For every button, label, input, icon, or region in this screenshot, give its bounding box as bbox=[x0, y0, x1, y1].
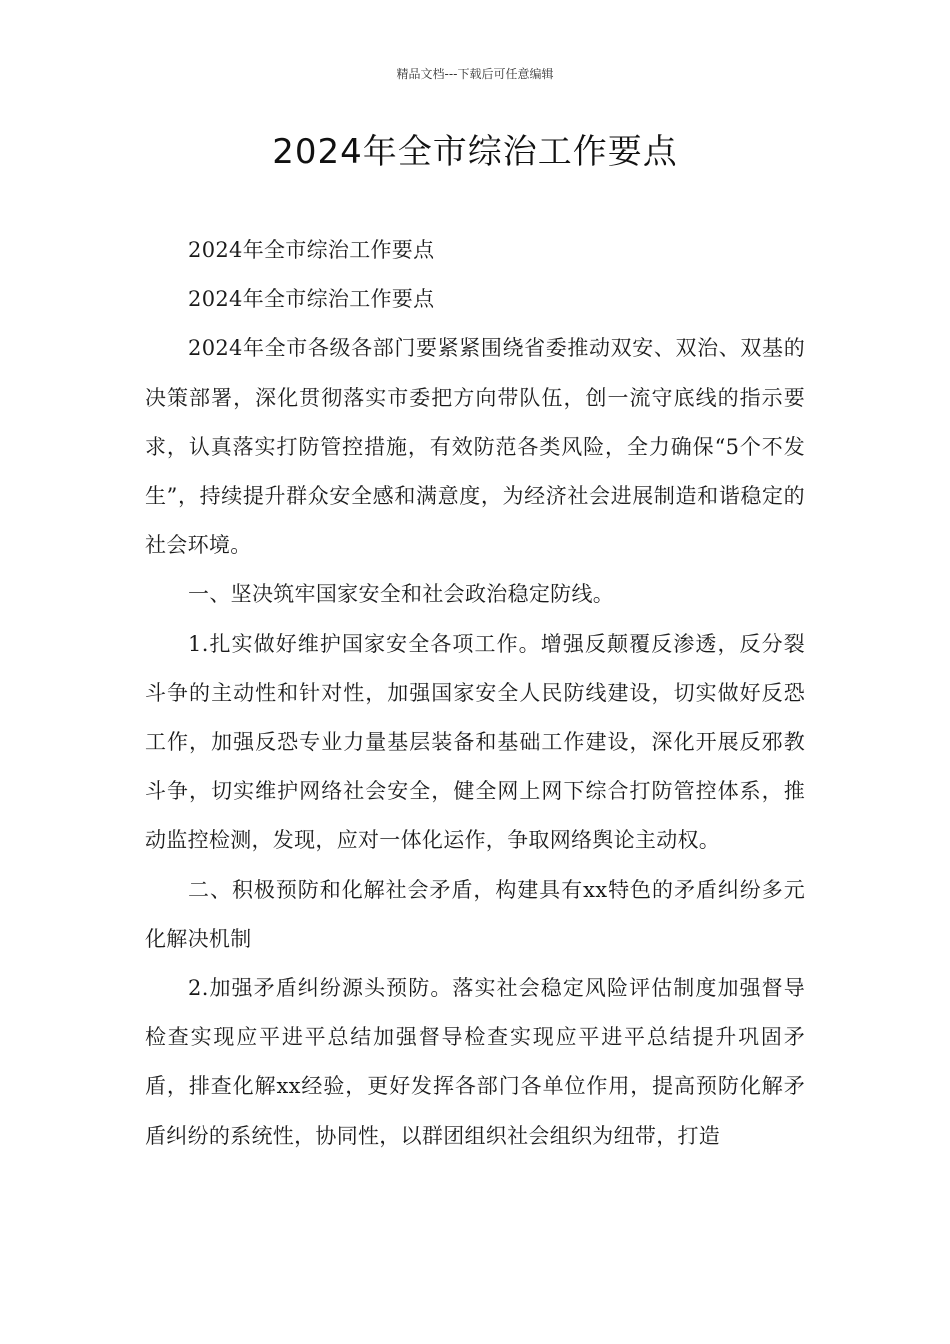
paragraph: 2024年全市各级各部门要紧紧围绕省委推动双安、双治、双基的决策部署，深化贯彻落实市委把方向带队伍，创一流守底线的指示要求，认真落实打防管控措施，有效防范各类风险，全力确保“5个不发生”，持续提升群众安全感和满意度，为经济社会进展制造和谐稳定的社会环境。 bbox=[145, 336, 805, 558]
paragraph: 1.扎实做好维护国家安全各项工作。增强反颠覆反渗透，反分裂斗争的主动性和针对性，加强国家安全人民防线建设，切实做好反恐工作，加强反恐专业力量基层装备和基础工作建设，深化开展反邪教斗争，切实维护网络社会安全，健全网上网下综合打防管控体系，推动监控检测，发现，应对一体化运作，争取网络舆论主动权。 bbox=[145, 631, 805, 853]
document-title: 2024年全市综治工作要点 bbox=[272, 132, 678, 172]
document-body bbox=[145, 226, 805, 1161]
paragraph: 2024年全市综治工作要点 bbox=[188, 238, 435, 262]
section-heading: 二、积极预防和化解社会矛盾，构建具有xx特色的矛盾纠纷多元化解决机制 bbox=[145, 877, 805, 951]
paragraph: 2024年全市综治工作要点 bbox=[188, 287, 435, 312]
paragraph: 2.加强矛盾纠纷源头预防。落实社会稳定风险评估制度加强督导检查实现应平进平总结加强督导检查实现应平进平总结提升巩固矛盾，排查化解xx经验，更好发挥各部门各单位作用，提高预防化解矛盾纠纷的系统性，协同性，以群团组织社会组织为纽带，打造 bbox=[145, 976, 805, 1148]
section-heading: 一、坚决筑牢国家安全和社会政治稳定防线。 bbox=[188, 582, 615, 607]
page-header: 精品文档---下载后可任意编辑 bbox=[396, 67, 554, 81]
